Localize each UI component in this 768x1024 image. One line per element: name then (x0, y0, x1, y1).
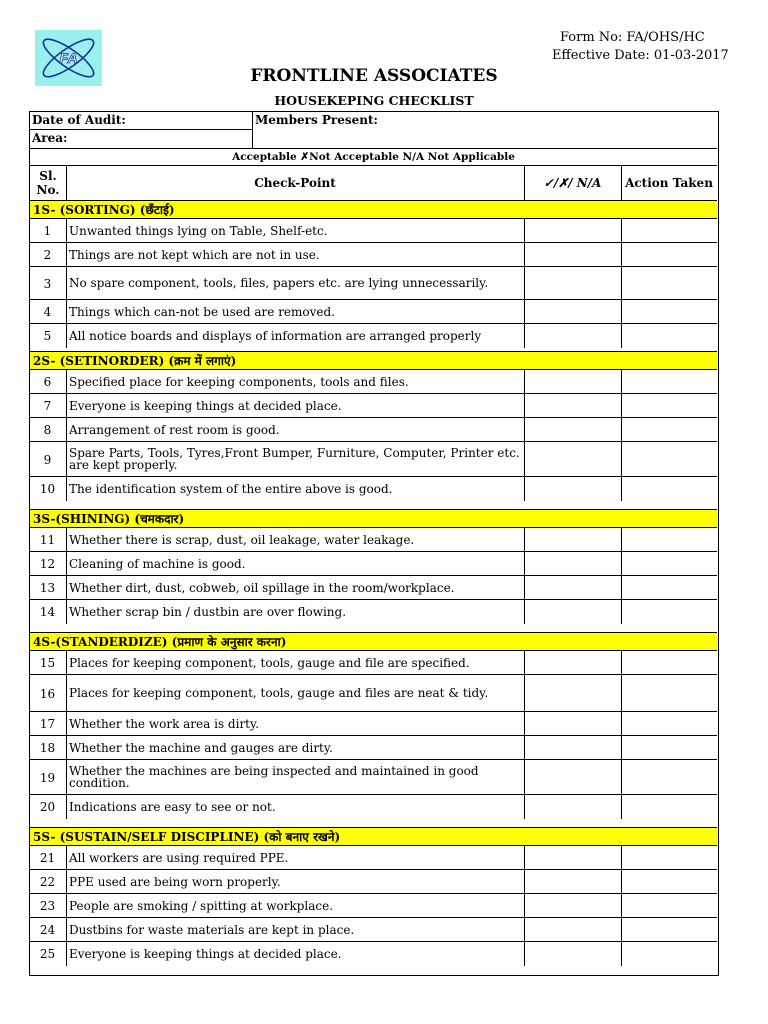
table-row (30, 441, 717, 477)
action-taken-cell[interactable] (622, 324, 717, 348)
table-row (30, 599, 717, 624)
action-taken-cell[interactable] (622, 846, 717, 870)
sl-no: 20 (39, 800, 56, 814)
checkpoint-text: Cleaning of machine is good. (69, 556, 246, 571)
checkpoint-text: Whether there is scrap, dust, oil leakage, water leakage. (69, 532, 415, 547)
table-row (30, 650, 717, 675)
sl-no: 24 (39, 923, 56, 937)
sl-no: 6 (43, 375, 52, 389)
divider (66, 300, 67, 324)
checkpoint-text: Whether the machine and gauges are dirty. (69, 740, 333, 755)
divider (66, 846, 67, 870)
action-taken-cell[interactable] (622, 477, 717, 501)
sl-no: 10 (39, 482, 56, 496)
page-title: HOUSEKEPING CHECKLIST (274, 93, 474, 108)
mark-cell[interactable] (525, 243, 621, 267)
table-row (30, 476, 717, 501)
table-row (30, 869, 717, 894)
legend: Acceptable ✗Not Acceptable N/A Not Applicable (30, 148, 717, 165)
date-of-audit-label: Date of Audit: (32, 113, 126, 127)
mark-cell[interactable] (525, 846, 621, 870)
sl-no: 23 (39, 899, 56, 913)
action-taken-cell[interactable] (622, 576, 717, 600)
divider (66, 576, 67, 600)
section-header: 3S-(SHINING) (चमकदार) (30, 509, 717, 527)
divider (66, 736, 67, 760)
sl-no: 13 (39, 581, 56, 595)
checkpoint-text: Everyone is keeping things at decided place. (69, 946, 342, 961)
mark-cell[interactable] (525, 795, 621, 819)
sl-no: 2 (43, 248, 52, 262)
divider (66, 324, 67, 348)
col-checkpoint: Check-Point (254, 176, 336, 190)
action-taken-cell[interactable] (622, 219, 717, 243)
form-number: Form No: FA/OHS/HC (560, 30, 705, 45)
table-row (30, 711, 717, 736)
checkpoint-text: Things which can-not be used are removed. (69, 304, 336, 319)
mark-cell[interactable] (525, 576, 621, 600)
table-row (30, 551, 717, 576)
table-row (30, 242, 717, 267)
divider (66, 942, 67, 966)
action-taken-cell[interactable] (622, 894, 717, 918)
checkpoint-text: Indications are easy to see or not. (69, 799, 276, 814)
area-label: Area: (32, 131, 68, 145)
checkpoint-text: Whether the work area is dirty. (69, 716, 260, 731)
divider (30, 129, 252, 130)
checklist-table (29, 111, 719, 976)
mark-cell[interactable] (525, 528, 621, 552)
divider (66, 675, 67, 712)
checkpoint-text: Dustbins for waste materials are kept in place. (69, 922, 355, 937)
divider (66, 166, 67, 201)
table-row (30, 323, 717, 348)
action-taken-cell[interactable] (622, 442, 717, 477)
logo-text: FA (59, 50, 78, 66)
mark-cell[interactable] (525, 477, 621, 501)
mark-cell[interactable] (525, 942, 621, 966)
sl-no: 8 (43, 423, 52, 437)
mark-cell[interactable] (525, 918, 621, 942)
mark-cell[interactable] (525, 267, 621, 300)
table-row (30, 218, 717, 243)
divider (524, 166, 525, 201)
table-row (30, 299, 717, 324)
mark-cell[interactable] (525, 600, 621, 624)
col-action-taken: Action Taken (625, 176, 713, 190)
table-row (30, 417, 717, 442)
checkpoint-text: No spare component, tools, files, papers etc. are lying unnecessarily. (69, 276, 489, 290)
table-row (30, 266, 717, 300)
action-taken-cell[interactable] (622, 370, 717, 394)
mark-cell[interactable] (525, 394, 621, 418)
divider (66, 600, 67, 624)
checkpoint-text: Whether the machines are being inspected and maintained in good condition. (69, 763, 479, 790)
action-taken-cell[interactable] (622, 712, 717, 736)
table-row (30, 759, 717, 795)
divider (66, 894, 67, 918)
sl-no: 12 (39, 557, 56, 571)
sl-no: 15 (39, 656, 56, 670)
table-row (30, 735, 717, 760)
action-taken-cell[interactable] (622, 528, 717, 552)
checkpoint-text: Spare Parts, Tools, Tyres,Front Bumper, Furniture, Computer, Printer etc. are kept properly. (69, 445, 520, 472)
sl-no: 7 (43, 399, 52, 413)
checkpoint-text: Specified place for keeping components, tools and files. (69, 374, 409, 389)
table-row (30, 575, 717, 600)
divider (66, 528, 67, 552)
members-present-label: Members Present: (255, 113, 378, 127)
divider (66, 394, 67, 418)
checkpoint-text: Places for keeping component, tools, gauge and files are neat & tidy. (69, 686, 489, 700)
mark-cell[interactable] (525, 760, 621, 795)
mark-cell[interactable] (525, 370, 621, 394)
table-row (30, 893, 717, 918)
checkpoint-text: Places for keeping component, tools, gauge and file are specified. (69, 655, 470, 670)
mark-cell[interactable] (525, 870, 621, 894)
table-row (30, 794, 717, 819)
sl-no: 3 (43, 276, 52, 291)
action-taken-cell[interactable] (622, 394, 717, 418)
sl-no: 4 (43, 305, 52, 319)
action-taken-cell[interactable] (622, 418, 717, 442)
action-taken-cell[interactable] (622, 267, 717, 300)
mark-cell[interactable] (525, 418, 621, 442)
divider (66, 651, 67, 675)
sl-no: 19 (39, 770, 56, 785)
table-row (30, 917, 717, 942)
checkpoint-text: All workers are using required PPE. (69, 850, 289, 865)
action-taken-cell[interactable] (622, 243, 717, 267)
action-taken-cell[interactable] (622, 870, 717, 894)
table-row (30, 941, 717, 966)
action-taken-cell[interactable] (622, 300, 717, 324)
mark-cell[interactable] (525, 300, 621, 324)
checkpoint-text: The identification system of the entire above is good. (69, 481, 393, 496)
section-header: 2S- (SETINORDER) (क्रम में लगाएं) (30, 351, 717, 369)
col-mark: ✓/✗/ N/A (543, 176, 602, 190)
sl-no: 14 (39, 605, 56, 619)
checkpoint-text: Things are not kept which are not in use. (69, 247, 320, 262)
action-taken-cell[interactable] (622, 760, 717, 795)
sl-no: 1 (43, 224, 52, 238)
mark-cell[interactable] (525, 712, 621, 736)
divider (66, 243, 67, 267)
mark-cell[interactable] (525, 324, 621, 348)
action-taken-cell[interactable] (622, 600, 717, 624)
checkpoint-text: Arrangement of rest room is good. (69, 422, 280, 437)
sl-no: 25 (39, 947, 56, 961)
divider (66, 418, 67, 442)
divider (66, 477, 67, 501)
divider (66, 219, 67, 243)
checkpoint-text: PPE used are being worn properly. (69, 874, 281, 889)
table-row (30, 369, 717, 394)
checkpoint-text: Whether dirt, dust, cobweb, oil spillage in the room/workplace. (69, 580, 455, 595)
divider (66, 552, 67, 576)
mark-cell[interactable] (525, 442, 621, 477)
action-taken-cell[interactable] (622, 552, 717, 576)
checkpoint-text: People are smoking / spitting at workplace. (69, 898, 334, 913)
action-taken-cell[interactable] (622, 795, 717, 819)
sl-no: 18 (39, 741, 56, 755)
mark-cell[interactable] (525, 552, 621, 576)
mark-cell[interactable] (525, 675, 621, 712)
company-name: FRONTLINE ASSOCIATES (250, 66, 498, 86)
divider (66, 267, 67, 300)
action-taken-cell[interactable] (622, 918, 717, 942)
audit-info (30, 112, 717, 148)
col-sl-no: Sl. No. (36, 169, 60, 197)
divider (66, 870, 67, 894)
checkpoint-text: Everyone is keeping things at decided place. (69, 398, 342, 413)
effective-date: Effective Date: 01-03-2017 (552, 48, 729, 63)
divider (66, 370, 67, 394)
divider (66, 442, 67, 477)
section-header: 5S- (SUSTAIN/SELF DISCIPLINE) (को बनाए रखने) (30, 827, 717, 845)
divider (66, 795, 67, 819)
action-taken-cell[interactable] (622, 942, 717, 966)
divider (621, 166, 622, 201)
sl-no: 9 (43, 452, 52, 467)
divider (66, 712, 67, 736)
action-taken-cell[interactable] (622, 736, 717, 760)
table-row (30, 674, 717, 712)
divider (66, 760, 67, 795)
sl-no: 17 (39, 717, 56, 731)
sl-no: 11 (39, 533, 56, 547)
mark-cell[interactable] (525, 219, 621, 243)
mark-cell[interactable] (525, 894, 621, 918)
sl-no: 5 (43, 329, 52, 343)
divider (252, 112, 253, 148)
mark-cell[interactable] (525, 651, 621, 675)
section-header: 4S-(STANDERDIZE) (प्रमाण के अनुसार करना) (30, 632, 717, 650)
mark-cell[interactable] (525, 736, 621, 760)
action-taken-cell[interactable] (622, 651, 717, 675)
table-row (30, 527, 717, 552)
checkpoint-text: Whether scrap bin / dustbin are over flowing. (69, 604, 347, 619)
sl-no: 16 (39, 686, 56, 701)
sl-no: 22 (39, 875, 56, 889)
sl-no: 21 (39, 851, 56, 865)
action-taken-cell[interactable] (622, 675, 717, 712)
table-header (30, 165, 717, 201)
table-row (30, 845, 717, 870)
checkpoint-text: Unwanted things lying on Table, Shelf-etc. (69, 223, 328, 238)
checkpoint-text: All notice boards and displays of information are arranged properly (69, 328, 482, 343)
table-row (30, 393, 717, 418)
divider (66, 918, 67, 942)
section-header: 1S- (SORTING) (छँटाई) (30, 200, 717, 218)
